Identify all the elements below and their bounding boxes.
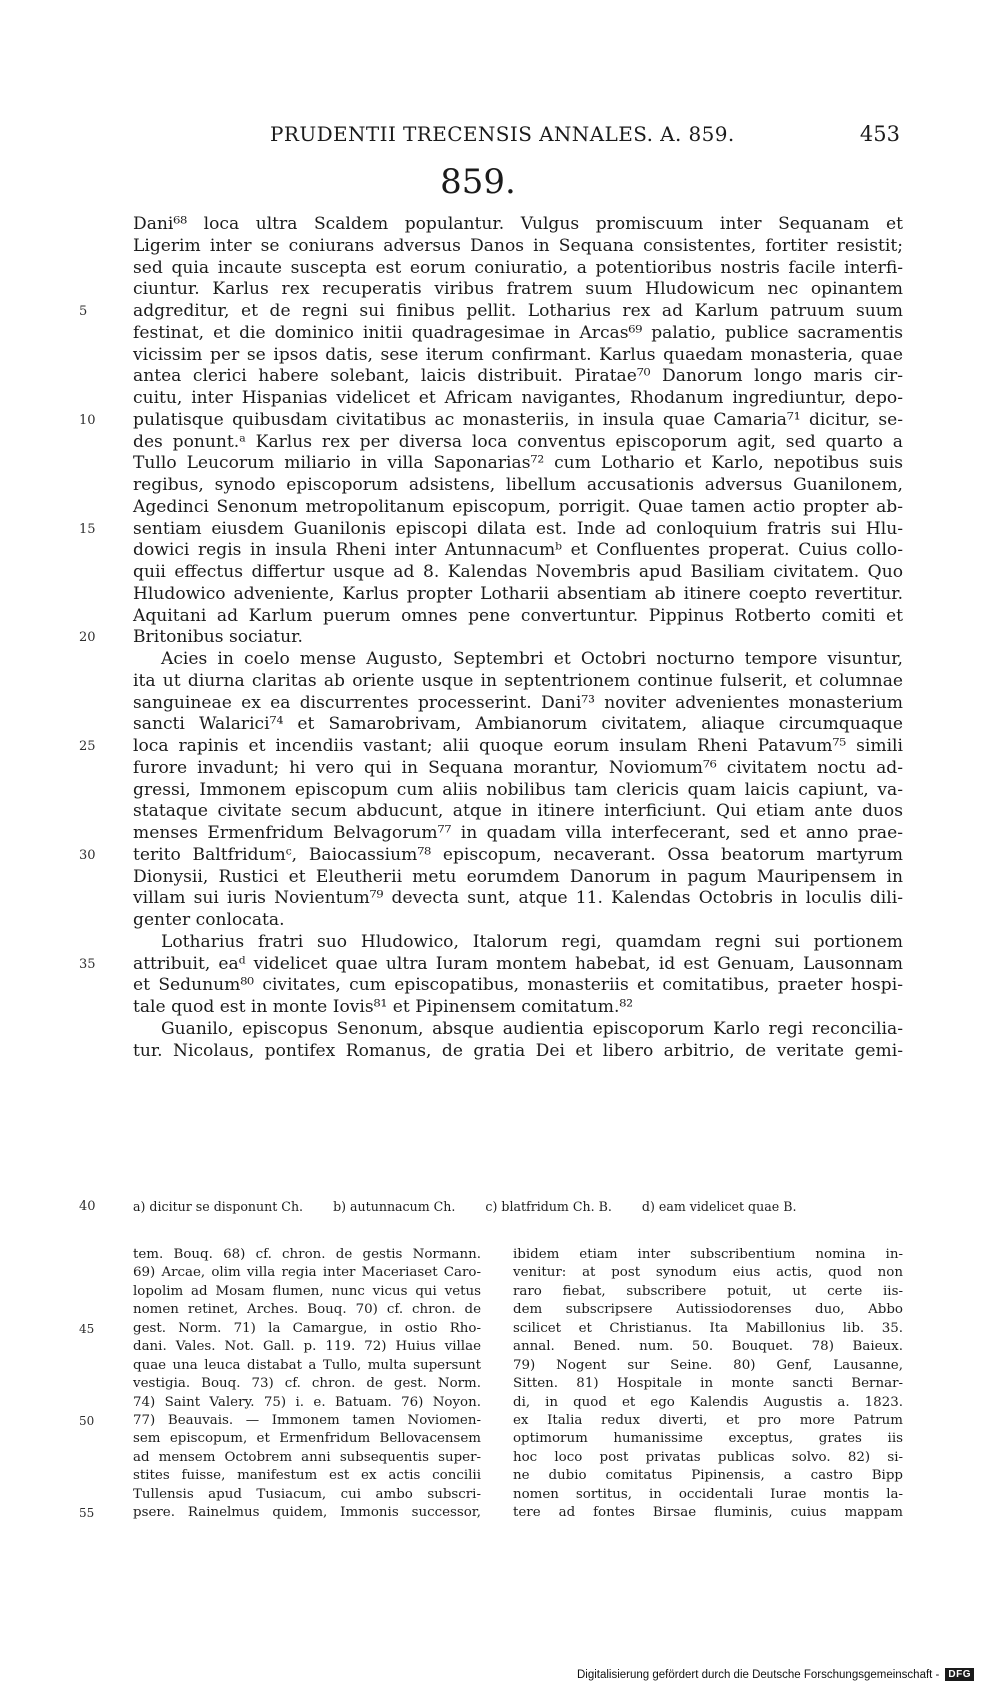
line-text: nomen sortitus, in occidentali Iurae montis la- <box>513 1486 903 1502</box>
text-line <box>133 453 903 475</box>
text-line <box>133 236 903 258</box>
text-line <box>133 823 903 845</box>
line-text: gest. Norm. 71) la Camargue, in ostio Rho- <box>133 1320 481 1336</box>
text-line <box>133 1338 481 1356</box>
digitization-credit <box>577 1668 974 1681</box>
text-line <box>513 1246 903 1264</box>
text-line <box>133 1394 481 1412</box>
line-text: sed quia incaute suscepta est eorum coniuratio, a potentioribus nostris facile interfi- <box>133 257 903 278</box>
text-line <box>513 1430 903 1448</box>
text-line <box>133 1283 481 1301</box>
credit-text: Digitalisierung gefördert durch die Deutsche Forschungsgemeinschaft - <box>576 1668 940 1681</box>
line-text: tem. Bouq. 68) cf. chron. de gestis Normann. <box>133 1247 481 1262</box>
text-line <box>513 1264 903 1282</box>
line-text: menses Ermenfridum Belvagorum⁷⁷ in quadam villa interfecerant, sed et anno prae- <box>133 823 903 843</box>
text-line <box>513 1301 903 1319</box>
line-number: 10 <box>79 412 96 428</box>
line-number: 30 <box>79 847 96 863</box>
line-text: stites fuisse, manifestum est ex actis concilii <box>133 1468 481 1484</box>
line-text: scilicet et Christianus. Ita Mabillonius lib. 35. <box>513 1320 903 1336</box>
running-title: PRUDENTII TRECENSIS ANNALES. A. 859. <box>270 122 735 146</box>
text-line <box>133 475 903 497</box>
footnotes-right-column <box>513 1246 903 1523</box>
text-line <box>79 1504 481 1522</box>
text-line <box>79 627 903 649</box>
line-number: 50 <box>79 1413 95 1428</box>
year-heading <box>0 162 1000 202</box>
text-line <box>513 1320 903 1338</box>
line-text: ibidem etiam inter subscribentium nomina in- <box>513 1247 903 1262</box>
line-text: Tullensis apud Tusiacum, cui ambo subscri- <box>133 1486 481 1502</box>
line-text: 77) Beauvais. — Immonem tamen Noviomen- <box>133 1412 481 1428</box>
text-line <box>133 1264 481 1282</box>
text-line <box>133 780 903 802</box>
text-line <box>133 432 903 454</box>
line-number: 40 <box>79 1199 96 1214</box>
text-line <box>133 606 903 628</box>
line-text: Britonibus sociatur. <box>133 627 303 648</box>
line-number: 15 <box>79 521 96 537</box>
line-text: Tullo Leucorum miliario in villa Saponarias⁷² cum Lothario et Karlo, nepotibus suis <box>133 453 903 474</box>
line-text: di, in quod et ego Kalendis Augustis a. 1823. <box>513 1394 903 1410</box>
line-text: lopolim ad Mosam flumen, nunc vicus qui vetus <box>133 1283 481 1299</box>
line-text: venitur: at post synodum eius actis, quod non <box>513 1265 903 1281</box>
text-line <box>513 1338 903 1356</box>
line-text: tur. Nicolaus, pontifex Romanus, de gratia Dei et libero arbitrio, de veritate gemi- <box>133 1040 903 1061</box>
line-text: raro fiebat, subscribere potuit, ut certe iis- <box>513 1283 903 1299</box>
line-text: hoc loco post privatas publicas solvo. 82) si- <box>513 1449 903 1465</box>
text-line <box>513 1467 903 1485</box>
text-line <box>513 1283 903 1301</box>
line-text: loca rapinis et incendiis vastant; alii quoque eorum insulam Rheni Patavum⁷⁵ simili <box>133 736 903 756</box>
line-text: et Sedunum⁸⁰ civitates, cum episcopatibus, monasteriis et comitatibus, praeter hospi- <box>133 975 903 996</box>
line-text: quii effectus differtur usque ad 8. Kalendas Novembris apud Basiliam civitatem. Quo <box>133 562 903 582</box>
line-text: regibus, synodo episcoporum adsistens, libellum accusationis adversus Guanilonem, <box>133 475 903 495</box>
line-text: Dionysii, Rustici et Eleutherii metu eorumdem Danorum in pagum Mauripensem in <box>133 866 903 887</box>
text-line <box>513 1394 903 1412</box>
line-number: 20 <box>79 630 96 646</box>
line-text: terito Baltfridumᶜ, Baiocassium⁷⁸ episcopum, necaverant. Ossa beatorum martyrum <box>133 844 903 865</box>
line-text: Ligerim inter se coniurans adversus Danos in Sequana consistentes, fortiter resistit; <box>133 235 903 256</box>
line-text: dem subscripsere Autissiodorenses duo, Abbo <box>513 1302 903 1318</box>
main-text <box>79 214 903 1062</box>
text-line <box>79 736 903 758</box>
text-line <box>133 649 903 671</box>
line-text: dani. Vales. Not. Gall. p. 119. 72) Huius villae <box>133 1339 481 1355</box>
text-line <box>133 1449 481 1467</box>
text-line <box>133 1301 481 1319</box>
text-line <box>79 301 903 323</box>
line-text: vicissim per se ipsos datis, sese iterum confirmant. Karlus quaedam monasteria, quae <box>133 344 903 365</box>
line-text: ciuntur. Karlus rex recuperatis viribus fratrem suum Hludowicum nec opinantem <box>133 279 903 300</box>
text-line <box>513 1449 903 1467</box>
line-number: 55 <box>79 1506 95 1521</box>
text-line <box>513 1412 903 1430</box>
text-line <box>513 1357 903 1375</box>
line-text: Aquitani ad Karlum puerum omnes pene convertuntur. Pippinus Rotberto comiti et <box>133 605 903 626</box>
line-text: psere. Rainelmus quidem, Immonis successor, <box>133 1505 481 1521</box>
line-text: villam sui iuris Novientum⁷⁹ devecta sunt, atque 11. Kalendas Octobris in loculis dili- <box>133 888 903 909</box>
line-text: 79) Nogent sur Seine. 80) Genf, Lausanne, <box>513 1357 903 1373</box>
text-line <box>133 1041 903 1063</box>
line-text: ex Italia redux diverti, et pro more Patrum <box>513 1412 903 1428</box>
line-text: Acies in coelo mense Augusto, Septembri et Octobri nocturno tempore visuntur, <box>161 649 903 669</box>
line-text: sem episcopum, et Ermenfridum Bellovacensem <box>133 1431 481 1447</box>
text-line <box>79 844 903 867</box>
text-line <box>133 1357 481 1375</box>
line-text: cuitu, inter Hispanias videlicet et Africam navigantes, Rhodanum ingrediuntur, depo- <box>133 388 903 408</box>
text-line <box>133 1486 481 1504</box>
critical-note: c) blatfridum Ch. B. <box>485 1199 612 1214</box>
text-line <box>133 345 903 367</box>
line-text: Sitten. 81) Hospitale in monte sancti Bernar- <box>513 1376 903 1392</box>
line-text: furore invadunt; hi vero qui in Sequana morantur, Noviomum⁷⁶ civitatem noctu ad- <box>133 757 903 778</box>
text-line <box>513 1486 903 1504</box>
line-number: 45 <box>79 1321 95 1336</box>
page-number: 453 <box>859 122 900 146</box>
line-text: festinat, et die dominico initii quadragesimae in Arcas⁶⁹ palatio, publice sacramentis <box>133 322 903 343</box>
critical-note: b) autunnacum Ch. <box>333 1199 456 1214</box>
line-text: pulatisque quibusdam civitatibus ac monasteriis, in insula quae Camaria⁷¹ dicitur, se- <box>133 409 903 430</box>
line-text: sancti Walarici⁷⁴ et Samarobrivam, Ambianorum civitatem, aliaque circumquaque <box>133 714 903 735</box>
text-line <box>79 409 903 432</box>
line-text: nomen retinet, Arches. Bouq. 70) cf. chron. de <box>133 1302 481 1318</box>
text-line <box>133 714 903 736</box>
running-head <box>270 122 900 152</box>
text-line <box>133 867 903 889</box>
line-text: vestigia. Bouq. 73) cf. chron. de gest. Norm. <box>133 1376 481 1392</box>
text-line <box>133 801 903 823</box>
text-line <box>133 366 903 388</box>
line-text: dowici regis in insula Rheni inter Antunnacumᵇ et Confluentes properat. Cuius collo- <box>133 540 903 561</box>
dfg-logo: DFG <box>945 1668 974 1681</box>
text-line <box>133 1246 481 1264</box>
line-text: sanguineae ex ea discurrentes processerint. Dani⁷³ noviter advenientes monasterium <box>133 692 903 713</box>
line-text: 74) Saint Valery. 75) i. e. Batuam. 76) Noyon. <box>133 1394 481 1410</box>
line-number: 25 <box>79 739 96 754</box>
line-text: ad mensem Octobrem anni subsequentis super- <box>133 1449 481 1465</box>
text-line <box>133 975 903 997</box>
line-text: annal. Bened. num. 50. Bouquet. 78) Baieux. <box>513 1339 903 1355</box>
text-line <box>133 888 903 910</box>
text-line <box>133 562 903 584</box>
footnotes <box>79 1246 903 1576</box>
line-text: quae una leuca distabat a Tullo, multa supersunt <box>133 1357 481 1373</box>
critical-note: d) eam videlicet quae B. <box>641 1199 797 1214</box>
text-line <box>79 953 903 976</box>
line-number: 35 <box>79 956 96 972</box>
line-text: Dani⁶⁸ loca ultra Scaldem populantur. Vulgus promiscuum inter Sequanam et <box>133 214 903 234</box>
text-line <box>133 214 903 236</box>
line-text: stataque civitate secum abducunt, atque in itinere interficiunt. Qui etiam ante duos <box>133 801 903 822</box>
line-text: attribuit, eaᵈ videlicet quae ultra Iuram montem habebat, id est Genuam, Lausonnam <box>133 953 903 974</box>
text-line <box>133 910 903 932</box>
line-text: Lotharius fratri suo Hludowico, Italorum regi, quamdam regni sui portionem <box>161 931 903 952</box>
line-text: optimorum humanissime exceptus, grates iis <box>513 1431 903 1447</box>
line-text: Guanilo, episcopus Senonum, absque audientia episcoporum Karlo regi reconcilia- <box>161 1018 903 1039</box>
text-line <box>133 1467 481 1485</box>
line-text: ne dubio comitatus Pipinensis, a castro Bipp <box>513 1468 903 1484</box>
text-line <box>513 1375 903 1393</box>
line-text: sentiam eiusdem Guanilonis episcopi dilata est. Inde ad conloquium fratris sui Hlu- <box>133 518 903 539</box>
text-line <box>133 1019 903 1041</box>
text-line <box>133 1375 481 1393</box>
line-text: adgreditur, et de regni sui finibus pellit. Lotharius rex ad Karlum patruum suum <box>133 301 903 321</box>
line-number: 5 <box>79 304 88 319</box>
text-line <box>133 388 903 410</box>
line-text: antea clerici habere solebant, laicis distribuit. Piratae⁷⁰ Danorum longo maris cir- <box>133 366 903 387</box>
text-line <box>133 323 903 345</box>
critical-note: a) dicitur se disponunt Ch. <box>133 1199 304 1214</box>
text-line <box>133 258 903 280</box>
line-text: ita ut diurna claritas ab oriente usque in septentrionem continue fulserit, et columnae <box>133 670 903 691</box>
text-line <box>133 1430 481 1448</box>
line-text: Agedinci Senonum metropolitanum episcopum, porrigit. Quae tamen actio propter ab- <box>133 496 903 517</box>
line-text: Hludowico adveniente, Karlus propter Lotharii absentiam ab itinere coepto revertitur. <box>133 583 903 604</box>
text-line <box>79 1320 481 1338</box>
line-text: tere ad fontes Birsae fluminis, cuius mappam <box>513 1505 903 1521</box>
text-line <box>133 997 903 1019</box>
line-text: tale quod est in monte Iovis⁸¹ et Pipinensem comitatum.⁸² <box>133 997 634 1017</box>
text-line <box>79 518 903 541</box>
footnotes-left-column <box>79 1246 481 1523</box>
text-line <box>133 497 903 519</box>
text-line <box>513 1504 903 1522</box>
line-text: genter conlocata. <box>133 910 285 930</box>
line-text: gressi, Immonem episcopum cum aliis nobilibus tam clericis quam laicis capiunt, va- <box>133 779 903 800</box>
year-heading-text: 859. <box>440 162 516 202</box>
line-text: des ponunt.ᵃ Karlus rex per diversa loca conventus episcoporum agit, sed quarto a <box>133 431 903 452</box>
text-line <box>133 671 903 693</box>
text-line <box>133 932 903 954</box>
critical-apparatus <box>79 1196 833 1218</box>
text-line <box>133 584 903 606</box>
text-line <box>133 540 903 562</box>
text-line <box>133 693 903 715</box>
line-text: 69) Arcae, olim villa regia inter Maceriaset Caro- <box>133 1265 481 1281</box>
text-line <box>79 1412 481 1430</box>
text-line <box>133 279 903 301</box>
text-line <box>133 758 903 780</box>
